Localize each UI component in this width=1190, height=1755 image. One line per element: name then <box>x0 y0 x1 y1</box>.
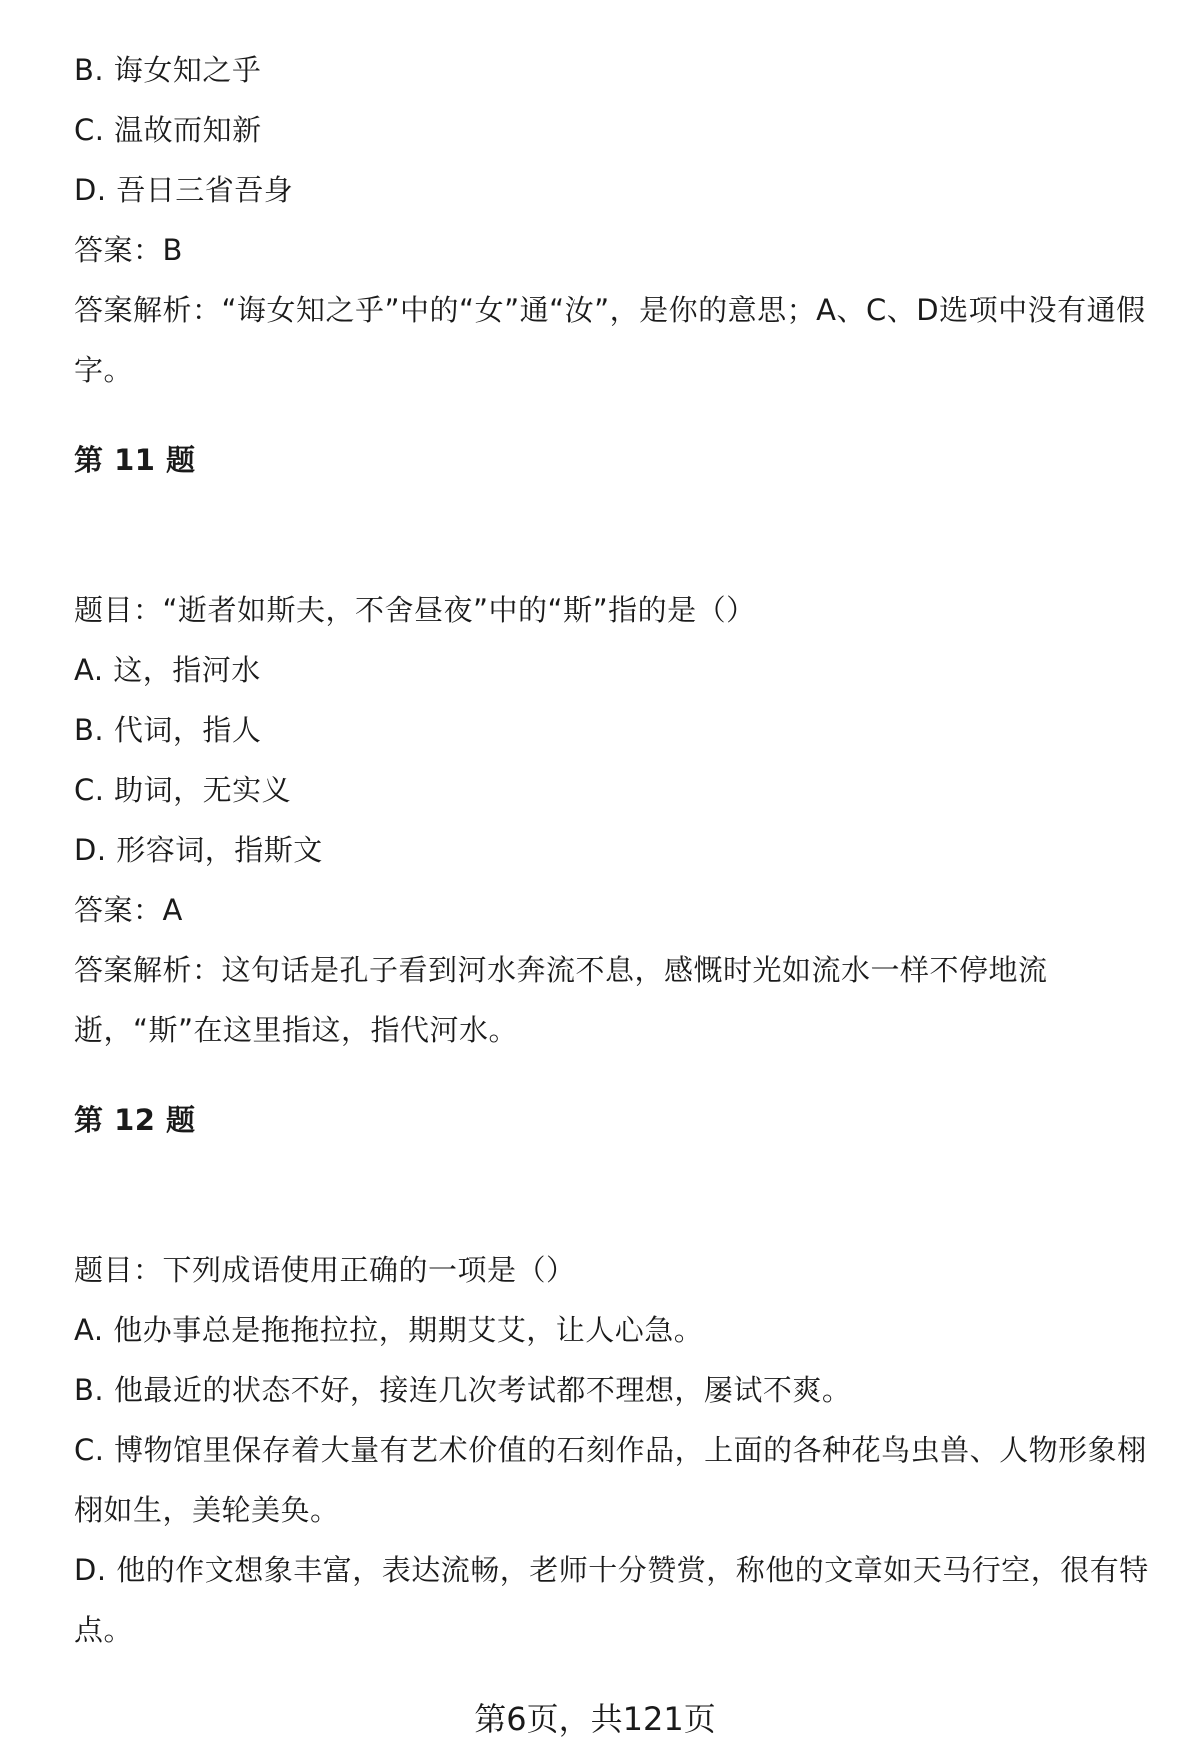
q11-option-d: D. 形容词，指斯文 <box>74 833 323 867</box>
q11-question: 题目：“逝者如斯夫，不舍昼夜”中的“斯”指的是（） <box>74 593 756 627</box>
q11-option-c: C. 助词，无实义 <box>74 773 292 807</box>
q12-option-b: B. 他最近的状态不好，接连几次考试都不理想，屡试不爽。 <box>74 1373 852 1407</box>
prev-option-d: D. 吾日三省吾身 <box>74 173 294 207</box>
q12-option-d-line2: 点。 <box>74 1613 134 1647</box>
q11-explanation-line1: 答案解析：这句话是孔子看到河水奔流不息，感慨时光如流水一样不停地流 <box>74 953 1048 987</box>
prev-explanation-line2: 字。 <box>74 353 134 387</box>
q12-question: 题目：下列成语使用正确的一项是（） <box>74 1253 576 1287</box>
q12-option-c-line2: 栩如生，美轮美奂。 <box>74 1493 340 1527</box>
q12-option-a: A. 他办事总是拖拖拉拉，期期艾艾，让人心急。 <box>74 1313 704 1347</box>
q11-option-a: A. 这，指河水 <box>74 653 261 687</box>
q11-heading: 第 11 题 <box>74 443 196 477</box>
prev-explanation-line1: 答案解析：“诲女知之乎”中的“女”通“汝”，是你的意思；A、C、D选项中没有通假 <box>74 293 1146 327</box>
q11-answer: 答案：A <box>74 893 183 927</box>
q12-option-d-line1: D. 他的作文想象丰富，表达流畅，老师十分赞赏，称他的文章如天马行空，很有特 <box>74 1553 1149 1587</box>
q11-explanation-line2: 逝，“斯”在这里指这，指代河水。 <box>74 1013 519 1047</box>
q12-option-c-line1: C. 博物馆里保存着大量有艺术价值的石刻作品，上面的各种花鸟虫兽、人物形象栩 <box>74 1433 1147 1467</box>
q11-option-b: B. 代词，指人 <box>74 713 262 747</box>
prev-option-b: B. 诲女知之乎 <box>74 53 262 87</box>
q12-heading: 第 12 题 <box>74 1103 196 1137</box>
prev-answer: 答案：B <box>74 233 183 267</box>
prev-option-c: C. 温故而知新 <box>74 113 262 147</box>
page-number: 第6页，共121页 <box>474 1700 716 1738</box>
